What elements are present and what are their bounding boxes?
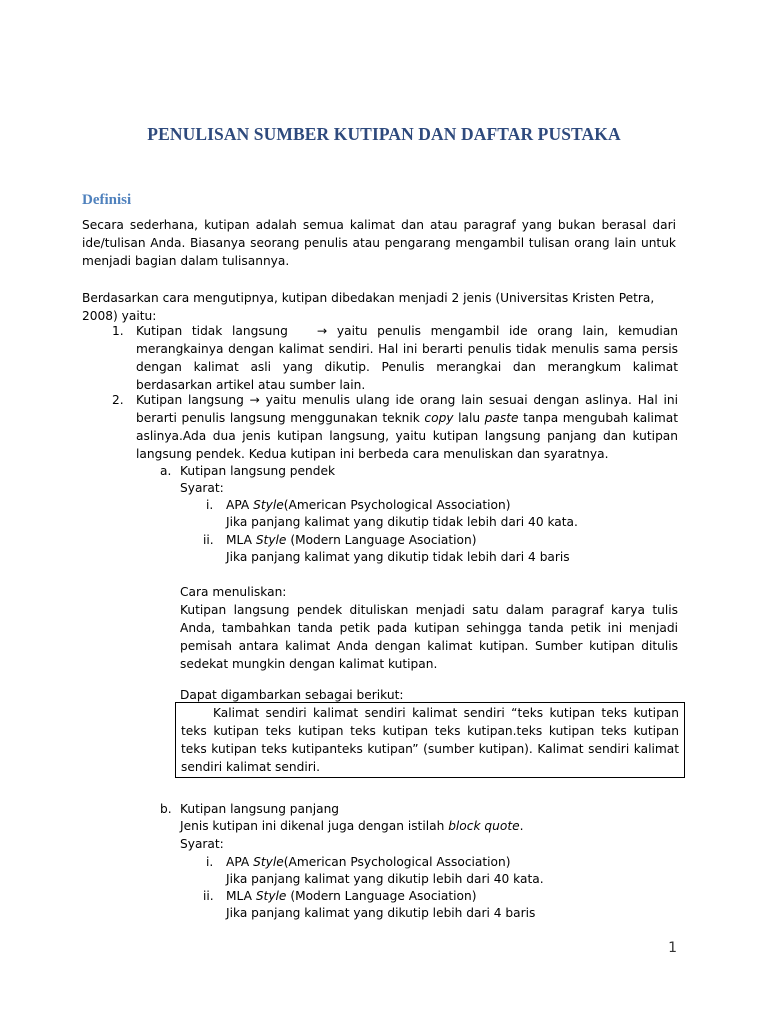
sub-b-mla-desc: Jika panjang kalimat yang dikutip lebih dari 4 baris [226,906,536,920]
sub-a-mla-line [226,531,477,549]
mla-label: MLA [226,889,252,903]
apa-full-name: (American Psychological Association) [283,498,511,512]
sub-b-desc [180,817,523,835]
sub-b-syarat-label: Syarat: [180,837,224,851]
example-quote-text [181,704,679,776]
sub-a-apa-desc: Jika panjang kalimat yang dikutip tidak lebih dari 40 kata. [226,515,578,529]
sub-b-desc-prefix: Jenis kutipan ini dikenal juga dengan istilah [180,819,445,833]
intro-paragraph: Secara sederhana, kutipan adalah semua kalimat dan atau paragraf yang bukan berasal dari ide/tulisan Anda. Biasanya seorang penulis atau pengarang mengambil tulisan orang lain untuk menjadi bagian dalam tulisannya. [82,218,676,268]
cara-paragraph: Kutipan langsung pendek dituliskan menjadi satu dalam paragraf karya tulis Anda, tambahkan tanda petik pada kutipan sehingga tanda petik ini menjadi pemisah antara kalimat Anda dengan kalimat kutipan. Sumber kutipan ditulis sedekat mungkin dengan kalimat kutipan. [180,603,678,671]
page-number: 1 [668,940,677,956]
apa-label: APA [226,498,250,512]
mla-full-name: (Modern Language Asociation) [290,533,477,547]
sub-a-roman-2: ii. [203,533,214,547]
item2-text-b: lalu [458,411,481,425]
item1-text: yaitu penulis mengambil ide orang lain, kemudian merangkainya dengan kalimat sendiri. Hal ini berarti penulis tidak menulis sama persis dengan kalimat asli yang dikutip. Penulis merangkai dan merangkum kalimat berdasarkan artikel atau sumber lain. [136,324,679,392]
item2-lead: Kutipan langsung [136,393,244,407]
item1-lead: Kutipan tidak langsung [136,324,288,338]
dapat-label: Dapat digambarkan sebagai berikut: [180,688,404,702]
sub-a-mla-desc: Jika panjang kalimat yang dikutip tidak lebih dari 4 baris [226,550,570,564]
sub-marker-a: a. [160,464,172,478]
sub-b-mla-line [226,887,477,905]
section-heading-definisi: Definisi [82,192,132,208]
sub-b-roman-2: ii. [203,889,214,903]
list-item-direct-quote [136,391,678,463]
sub-a-title: Kutipan langsung pendek [180,464,336,478]
sub-a-roman-1: i. [206,498,214,512]
list-number-2: 2. [112,393,124,407]
arrow-icon: → [316,324,328,338]
block-quote-term: block quote [448,819,520,833]
cara-label: Cara menuliskan: [180,585,287,599]
mla-label: MLA [226,533,252,547]
sub-b-apa-desc: Jika panjang kalimat yang dikutip lebih dari 40 kata. [226,872,544,886]
list-item-indirect-quote [136,322,678,394]
arrow-icon: → [249,393,260,407]
sub-b-roman-1: i. [206,855,214,869]
sub-b-apa-line [226,853,511,871]
list-number-1: 1. [112,324,124,338]
sub-a-apa-line [226,496,511,514]
item2-paste-word: paste [484,411,519,425]
sub-a-syarat-label: Syarat: [180,481,224,495]
style-word: Style [255,889,287,903]
mla-full-name: (Modern Language Asociation) [290,889,477,903]
style-word: Style [253,855,284,869]
sub-b-title: Kutipan langsung panjang [180,802,340,816]
style-word: Style [255,533,287,547]
item2-copy-word: copy [424,411,454,425]
sub-b-desc-suffix: . [519,819,524,833]
page-title: PENULISAN SUMBER KUTIPAN DAN DAFTAR PUSTAKA [147,124,621,144]
types-intro-paragraph: Berdasarkan cara mengutipnya, kutipan dibedakan menjadi 2 jenis (Universitas Kristen Petra, 2008) yaitu: [82,291,655,323]
style-word: Style [253,498,284,512]
sub-marker-b: b. [160,802,172,816]
apa-label: APA [226,855,250,869]
example-quote-content: Kalimat sendiri kalimat sendiri kalimat sendiri “teks kutipan teks kutipan teks kutipan teks kutipan teks kutipan teks kutipan.teks kutipan teks kutipan teks kutipan teks kutipanteks kutipan” (sumber kutipan). Kalimat sendiri kalimat sendiri kalimat sendiri. [181,706,679,774]
item2-text-a: yaitu menulis ulang ide orang lain sesuai dengan aslinya. Hal ini berarti penulis langsung menggunakan teknik [136,393,678,425]
apa-full-name: (American Psychological Association) [283,855,511,869]
item2-text-c: tanpa mengubah kalimat aslinya.Ada dua jenis kutipan langsung, yaitu kutipan langsung panjang dan kutipan langsung pendek. Kedua kutipan ini berbeda cara menuliskan dan syaratnya. [136,411,679,461]
